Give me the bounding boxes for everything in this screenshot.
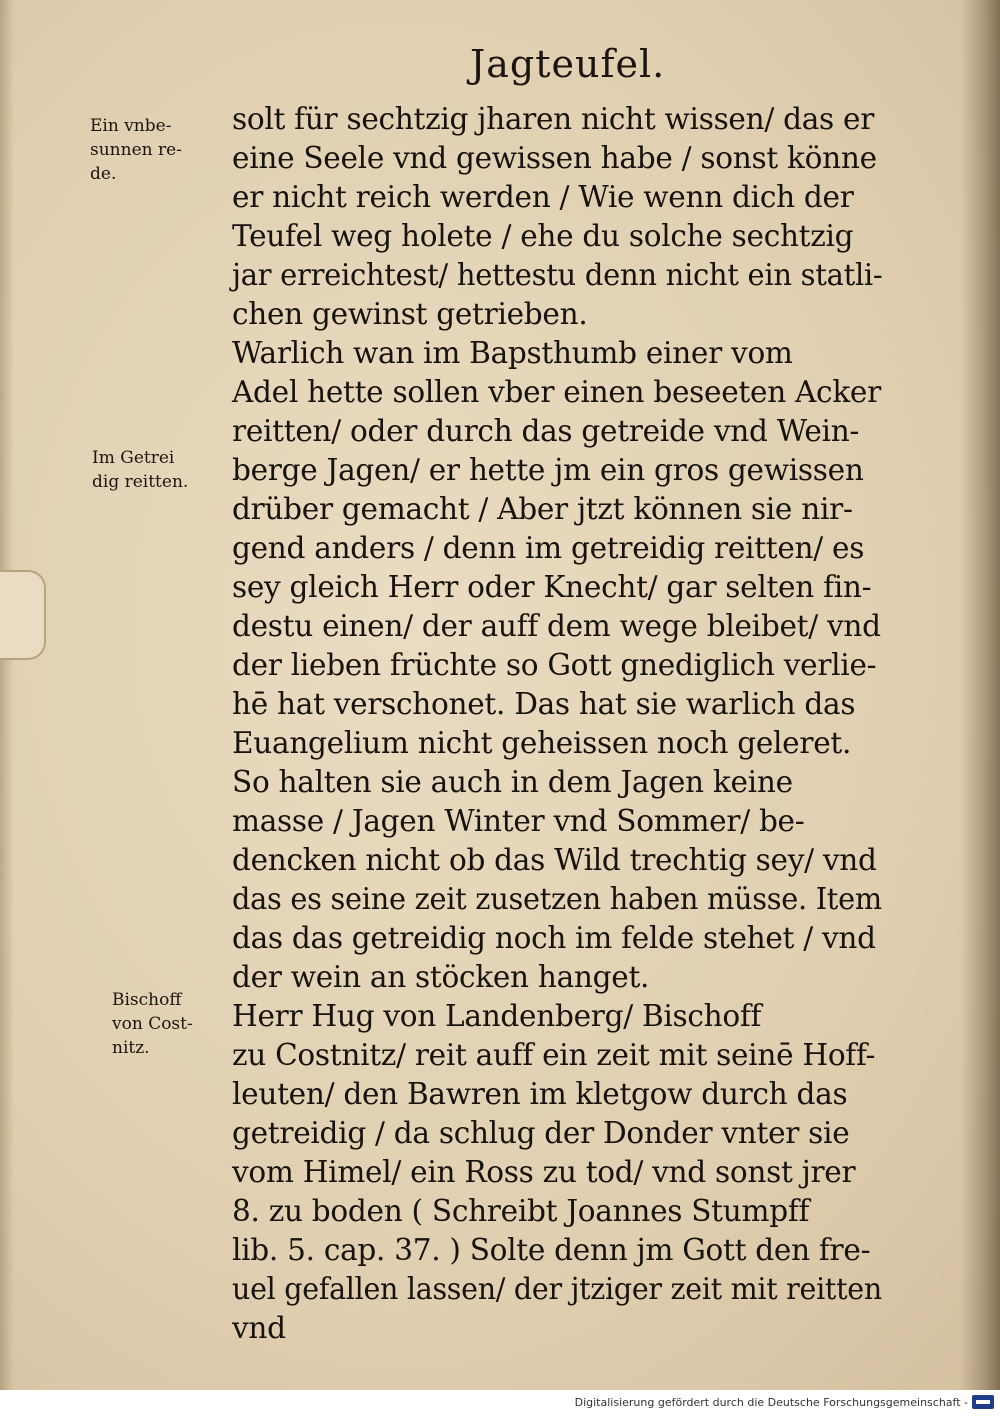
- text-line: jar erreichtest/ hettestu denn nicht ein statli-: [232, 258, 883, 293]
- dfg-logo: [972, 1395, 994, 1409]
- running-head: Jagteufel.: [470, 42, 666, 86]
- margin-note-line: von Cost-: [112, 1014, 193, 1034]
- text-line: masse / Jagen Winter vnd Sommer/ be-: [232, 804, 805, 839]
- margin-note-line: nitz.: [112, 1038, 150, 1058]
- margin-note-line: Bischoff: [112, 990, 182, 1010]
- text-line: Adel hette sollen vber einen beseeten Acker: [232, 375, 881, 410]
- text-line: leuten/ den Bawren im kletgow durch das: [232, 1077, 848, 1112]
- text-line: berge Jagen/ er hette jm ein gros gewissen: [232, 453, 864, 488]
- margin-note-unbesonnen: [90, 114, 182, 186]
- body-text: [232, 100, 892, 1348]
- margin-note-line: sunnen re-: [90, 140, 182, 160]
- text-line: Teufel weg holete / ehe du solche sechtzig: [232, 219, 854, 254]
- text-line: sey gleich Herr oder Knecht/ gar selten fin-: [232, 570, 872, 605]
- text-line: lib. 5. cap. 37. ) Solte denn jm Gott den fre-: [232, 1233, 871, 1268]
- funding-credit: Digitalisierung gefördert durch die Deutsche Forschungsgemeinschaft -: [574, 1396, 968, 1409]
- text-line: 8. zu boden ( Schreibt Joannes Stumpff: [232, 1194, 810, 1229]
- text-line: vom Himel/ ein Ross zu tod/ vnd sonst jrer: [232, 1155, 856, 1190]
- text-line: der lieben früchte so Gott gnediglich verlie-: [232, 648, 877, 683]
- text-line: getreidig / da schlug der Donder vnter sie: [232, 1116, 850, 1151]
- text-line: hē hat verschonet. Das hat sie warlich das: [232, 687, 856, 722]
- margin-note-line: Ein vnbe-: [90, 116, 172, 136]
- text-line: chen gewinst getrieben.: [232, 297, 588, 332]
- margin-note-line: de.: [90, 164, 117, 184]
- text-line: Warlich wan im Bapsthumb einer vom: [232, 336, 793, 371]
- text-line: vnd: [232, 1311, 286, 1346]
- margin-note-line: dig reitten.: [92, 472, 189, 492]
- text-line: das es seine zeit zusetzen haben müsse. Item: [232, 882, 882, 917]
- gutter-shadow: [960, 0, 1000, 1390]
- text-line: destu einen/ der auff dem wege bleibet/ vnd: [232, 609, 881, 644]
- text-line: reitten/ oder durch das getreide vnd Wein-: [232, 414, 860, 449]
- text-line: gend anders / denn im getreidig reitten/ es: [232, 531, 865, 566]
- text-line: Herr Hug von Landenberg/ Bischoff: [232, 999, 762, 1034]
- digitization-footer: [0, 1390, 1000, 1417]
- text-line: uel gefallen lassen/ der jtziger zeit mit reitten: [232, 1272, 882, 1307]
- text-line: er nicht reich werden / Wie wenn dich der: [232, 180, 854, 215]
- text-line: zu Costnitz/ reit auff ein zeit mit seinē Hoff-: [232, 1038, 876, 1073]
- text-line: solt für sechtzig jharen nicht wissen/ das er: [232, 102, 875, 137]
- text-line: Euangelium nicht geheissen noch geleret.: [232, 726, 852, 761]
- page-edge-shadow: [0, 0, 14, 1390]
- text-line: eine Seele vnd gewissen habe / sonst könne: [232, 141, 877, 176]
- text-line: der wein an stöcken hanget.: [232, 960, 650, 995]
- text-line: So halten sie auch in dem Jagen keine: [232, 765, 793, 800]
- margin-note-line: Im Getrei: [92, 448, 175, 468]
- text-line: dencken nicht ob das Wild trechtig sey/ vnd: [232, 843, 877, 878]
- text-line: drüber gemacht / Aber jtzt können sie nir-: [232, 492, 853, 527]
- page-tab-mark: [0, 570, 46, 660]
- text-line: das das getreidig noch im felde stehet / vnd: [232, 921, 876, 956]
- margin-note-bischoff: [112, 988, 193, 1060]
- margin-note-getreide: [92, 446, 188, 494]
